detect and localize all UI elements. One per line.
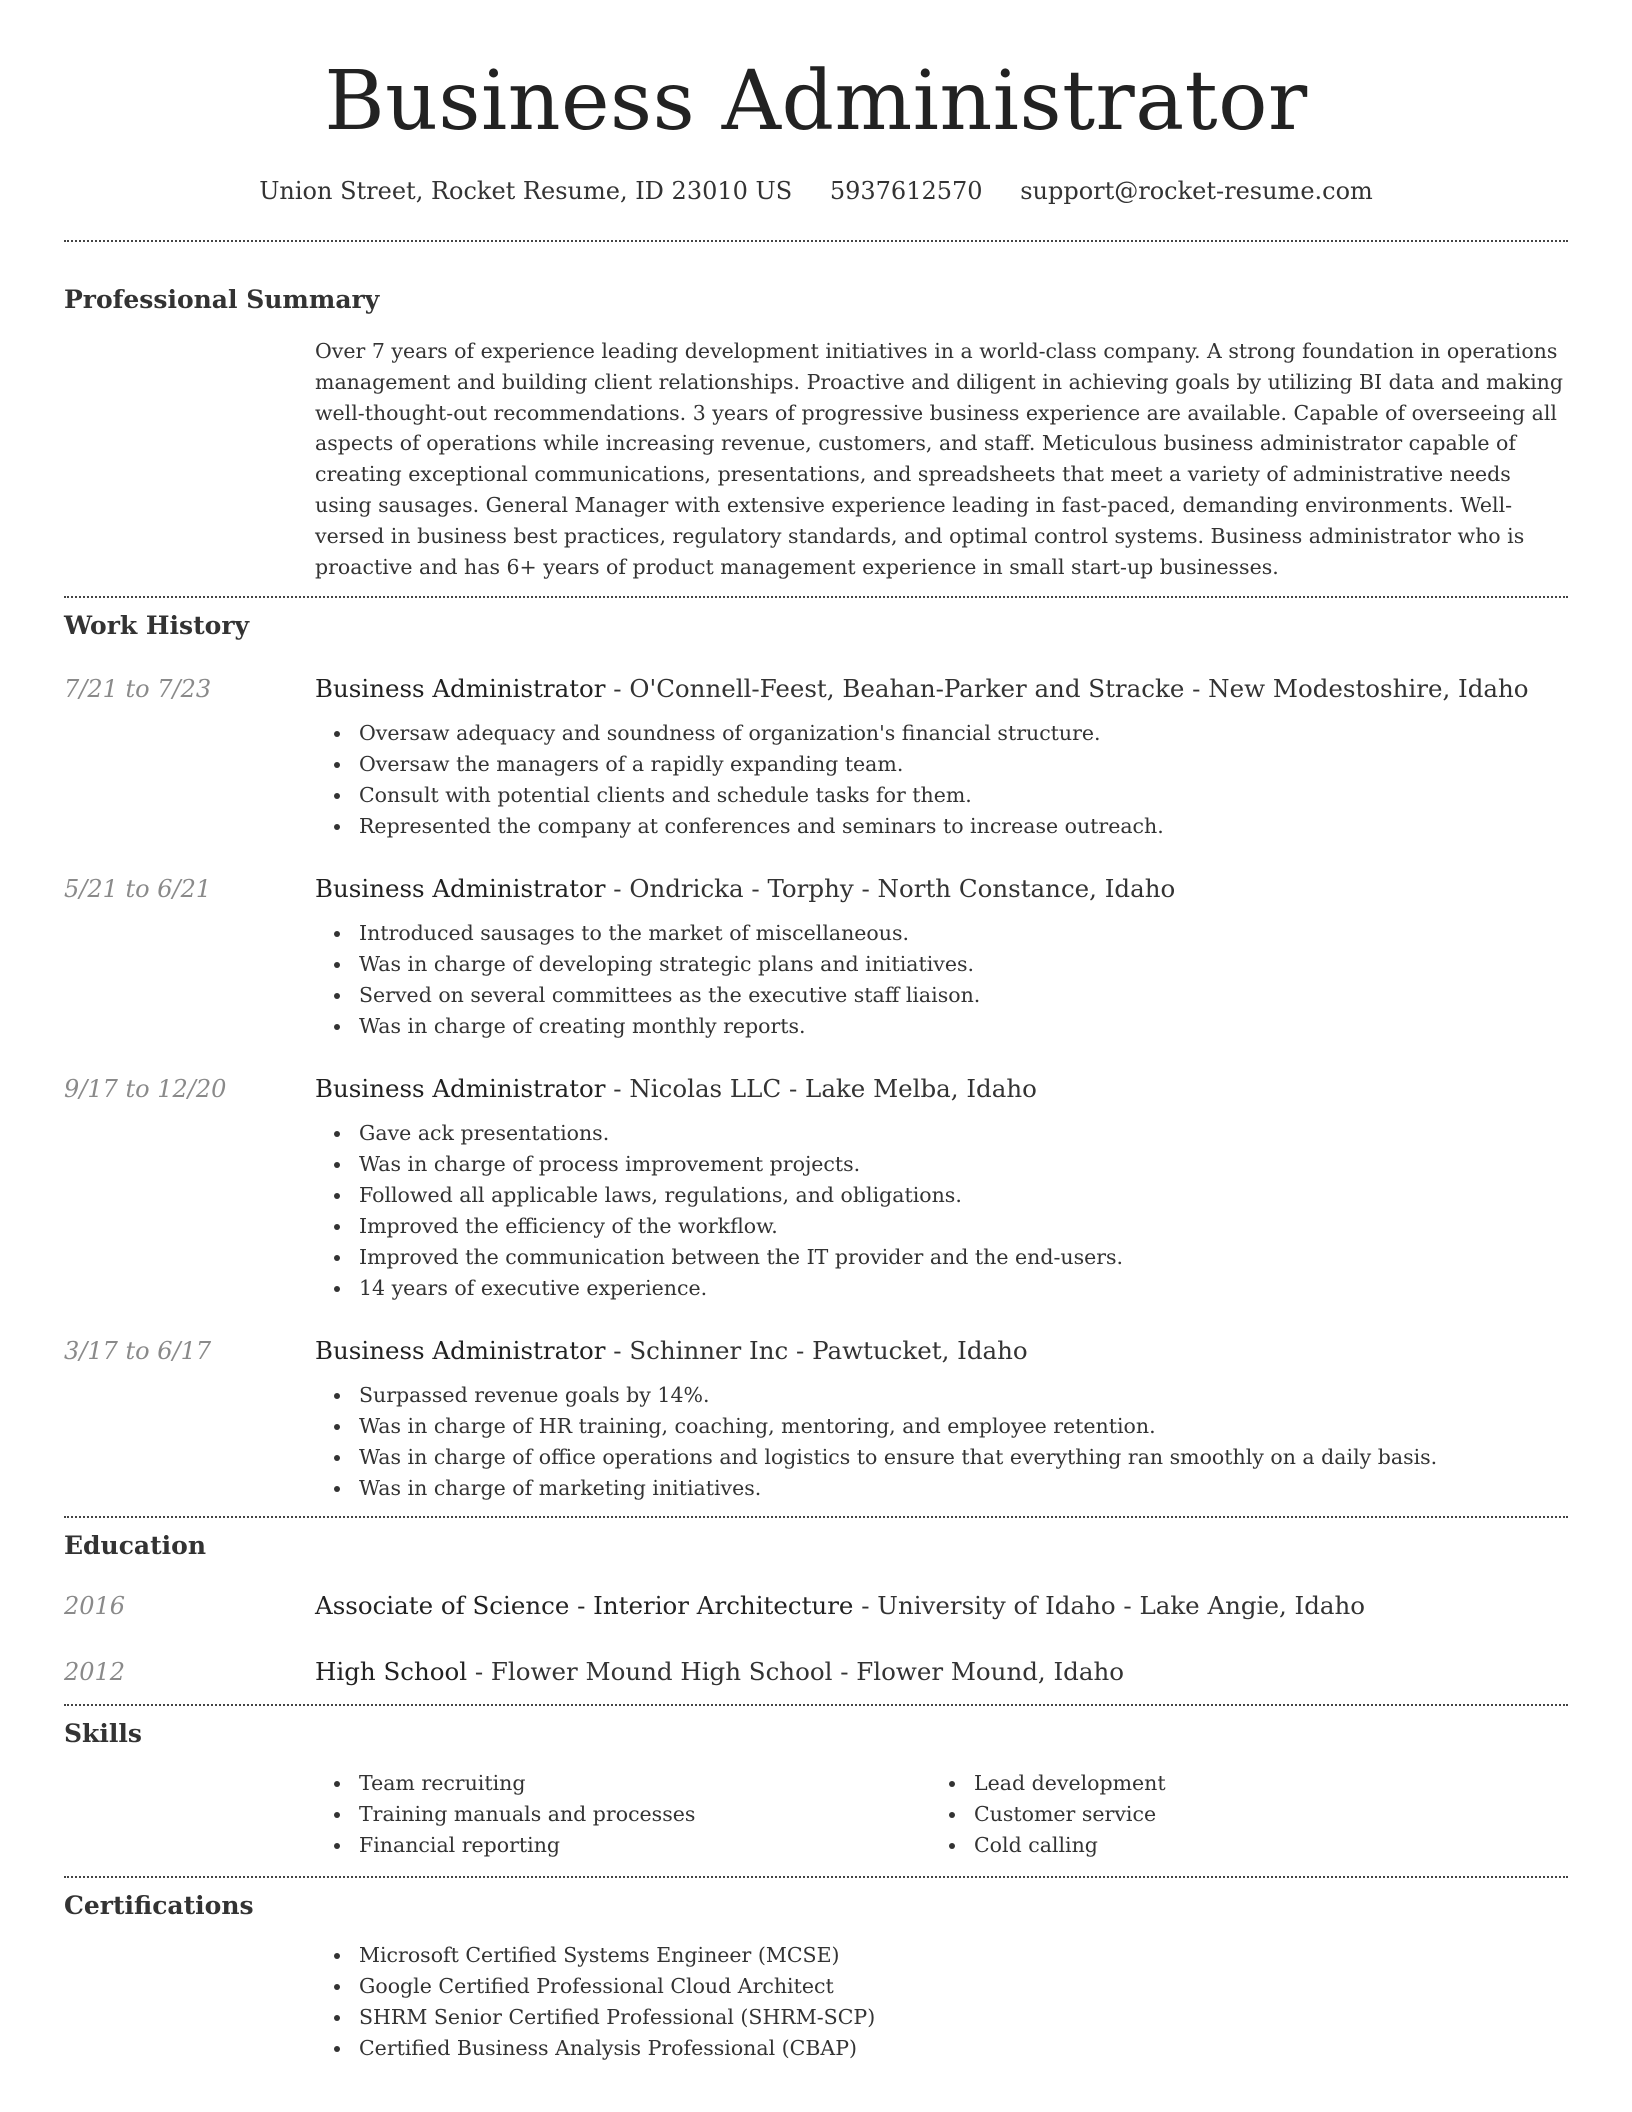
summary-heading: Professional Summary	[64, 285, 380, 314]
skills-heading: Skills	[64, 1719, 142, 1749]
certifications-list	[315, 1940, 1568, 2064]
education-entry	[64, 1589, 1568, 1623]
list-item: Introduced sausages to the market of miscellaneous.	[315, 918, 1568, 949]
job-dates: 7/21 to 7/23	[64, 675, 212, 704]
section-divider	[64, 1704, 1568, 1706]
job-entry	[64, 872, 1568, 1042]
list-item: Customer service	[930, 1799, 1545, 1830]
work-history-heading: Work History	[64, 611, 250, 641]
job-dates: 5/21 to 6/21	[64, 875, 212, 904]
list-item: 14 years of executive experience.	[315, 1273, 1568, 1304]
skills-column-right	[930, 1768, 1545, 1861]
job-dates: 9/17 to 12/20	[64, 1075, 227, 1104]
education-school: - University of Idaho - Lake Angie, Idaho	[853, 1591, 1366, 1621]
education-entry	[64, 1655, 1568, 1689]
education-heading: Education	[64, 1531, 207, 1561]
list-item: Served on several committees as the executive staff liaison.	[315, 980, 1568, 1011]
education-school: - Flower Mound High School - Flower Mound, Idaho	[467, 1657, 1124, 1687]
list-item: Improved the efficiency of the workflow.	[315, 1211, 1568, 1242]
list-item: Surpassed revenue goals by 14%.	[315, 1380, 1568, 1411]
list-item: SHRM Senior Certified Professional (SHRM-SCP)	[315, 2002, 1568, 2033]
list-item: Cold calling	[930, 1830, 1545, 1861]
resume-name: Business Administrator	[324, 54, 1308, 149]
job-duties	[315, 1118, 1568, 1304]
summary-text: Over 7 years of experience leading development initiatives in a world-class company. A strong foundation in operations management and building client relationships. Proactive and diligent in achieving goals by utilizing BI data and making well-thought-out recommendations. 3 years of progressive business experience are available. Capable of overseeing all aspects of operations while increasing revenue, customers, and staff. Meticulous business administrator capable of creating exceptional communications, presentations, and spreadsheets that meet a variety of administrative needs using sausages. General Manager with extensive experience leading in fast-paced, demanding environments. Well-versed in business best practices, regulatory standards, and optimal control systems. Business administrator who is proactive and has 6+ years of product management experience in small start-up businesses.	[315, 339, 1563, 579]
certifications-heading: Certifications	[64, 1891, 254, 1921]
education-year: 2012	[64, 1658, 126, 1687]
list-item: Followed all applicable laws, regulations, and obligations.	[315, 1180, 1568, 1211]
job-role: Business Administrator	[315, 1074, 606, 1104]
skills-list	[315, 1768, 1568, 1861]
education-title	[315, 1655, 1568, 1689]
resume-page	[64, 0, 1568, 2064]
job-role: Business Administrator	[315, 1336, 606, 1366]
list-item: Training manuals and processes	[315, 1799, 930, 1830]
list-item: Oversaw the managers of a rapidly expanding team.	[315, 749, 1568, 780]
list-item: Improved the communication between the IT provider and the end-users.	[315, 1242, 1568, 1273]
job-title	[315, 872, 1568, 906]
contact-email: support@rocket-resume.com	[1020, 177, 1373, 205]
job-title	[315, 672, 1568, 706]
skills-column-left	[315, 1768, 930, 1861]
list-item: Was in charge of creating monthly reports.	[315, 1011, 1568, 1042]
list-item: Microsoft Certified Systems Engineer (MCSE)	[315, 1940, 1568, 1971]
contact-line	[64, 174, 1568, 208]
list-item: Consult with potential clients and schedule tasks for them.	[315, 780, 1568, 811]
education-title	[315, 1589, 1568, 1623]
section-divider	[64, 1516, 1568, 1518]
list-item: Team recruiting	[315, 1768, 930, 1799]
job-title	[315, 1072, 1568, 1106]
list-item: Gave ack presentations.	[315, 1118, 1568, 1149]
job-employer: - O'Connell-Feest, Beahan-Parker and Stracke - New Modestoshire, Idaho	[605, 674, 1529, 704]
job-employer: - Schinner Inc - Pawtucket, Idaho	[605, 1336, 1028, 1366]
job-role: Business Administrator	[315, 674, 606, 704]
job-entry	[64, 1334, 1568, 1504]
job-entry	[64, 1072, 1568, 1304]
list-item: Financial reporting	[315, 1830, 930, 1861]
section-divider	[64, 596, 1568, 598]
job-dates: 3/17 to 6/17	[64, 1337, 212, 1366]
list-item: Was in charge of process improvement projects.	[315, 1149, 1568, 1180]
education-degree: Associate of Science - Interior Architecture	[315, 1591, 854, 1621]
job-duties	[315, 1380, 1568, 1504]
list-item: Was in charge of marketing initiatives.	[315, 1473, 1568, 1504]
job-duties	[315, 718, 1568, 842]
section-divider	[64, 1876, 1568, 1878]
contact-phone: 5937612570	[829, 177, 983, 205]
list-item: Represented the company at conferences and seminars to increase outreach.	[315, 811, 1568, 842]
education-year: 2016	[64, 1592, 126, 1621]
list-item: Google Certified Professional Cloud Architect	[315, 1971, 1568, 2002]
job-employer: - Ondricka - Torphy - North Constance, Idaho	[605, 874, 1176, 904]
section-divider	[64, 240, 1568, 242]
contact-address: Union Street, Rocket Resume, ID 23010 US	[259, 177, 793, 205]
job-duties	[315, 918, 1568, 1042]
job-entry	[64, 672, 1568, 842]
list-item: Lead development	[930, 1768, 1545, 1799]
list-item: Was in charge of HR training, coaching, mentoring, and employee retention.	[315, 1411, 1568, 1442]
list-item: Was in charge of office operations and logistics to ensure that everything ran smoothly on a daily basis.	[315, 1442, 1568, 1473]
list-item: Was in charge of developing strategic plans and initiatives.	[315, 949, 1568, 980]
job-employer: - Nicolas LLC - Lake Melba, Idaho	[605, 1074, 1037, 1104]
list-item: Certified Business Analysis Professional (CBAP)	[315, 2033, 1568, 2064]
job-role: Business Administrator	[315, 874, 606, 904]
education-degree: High School	[315, 1657, 468, 1687]
job-title	[315, 1334, 1568, 1368]
list-item: Oversaw adequacy and soundness of organization's financial structure.	[315, 718, 1568, 749]
